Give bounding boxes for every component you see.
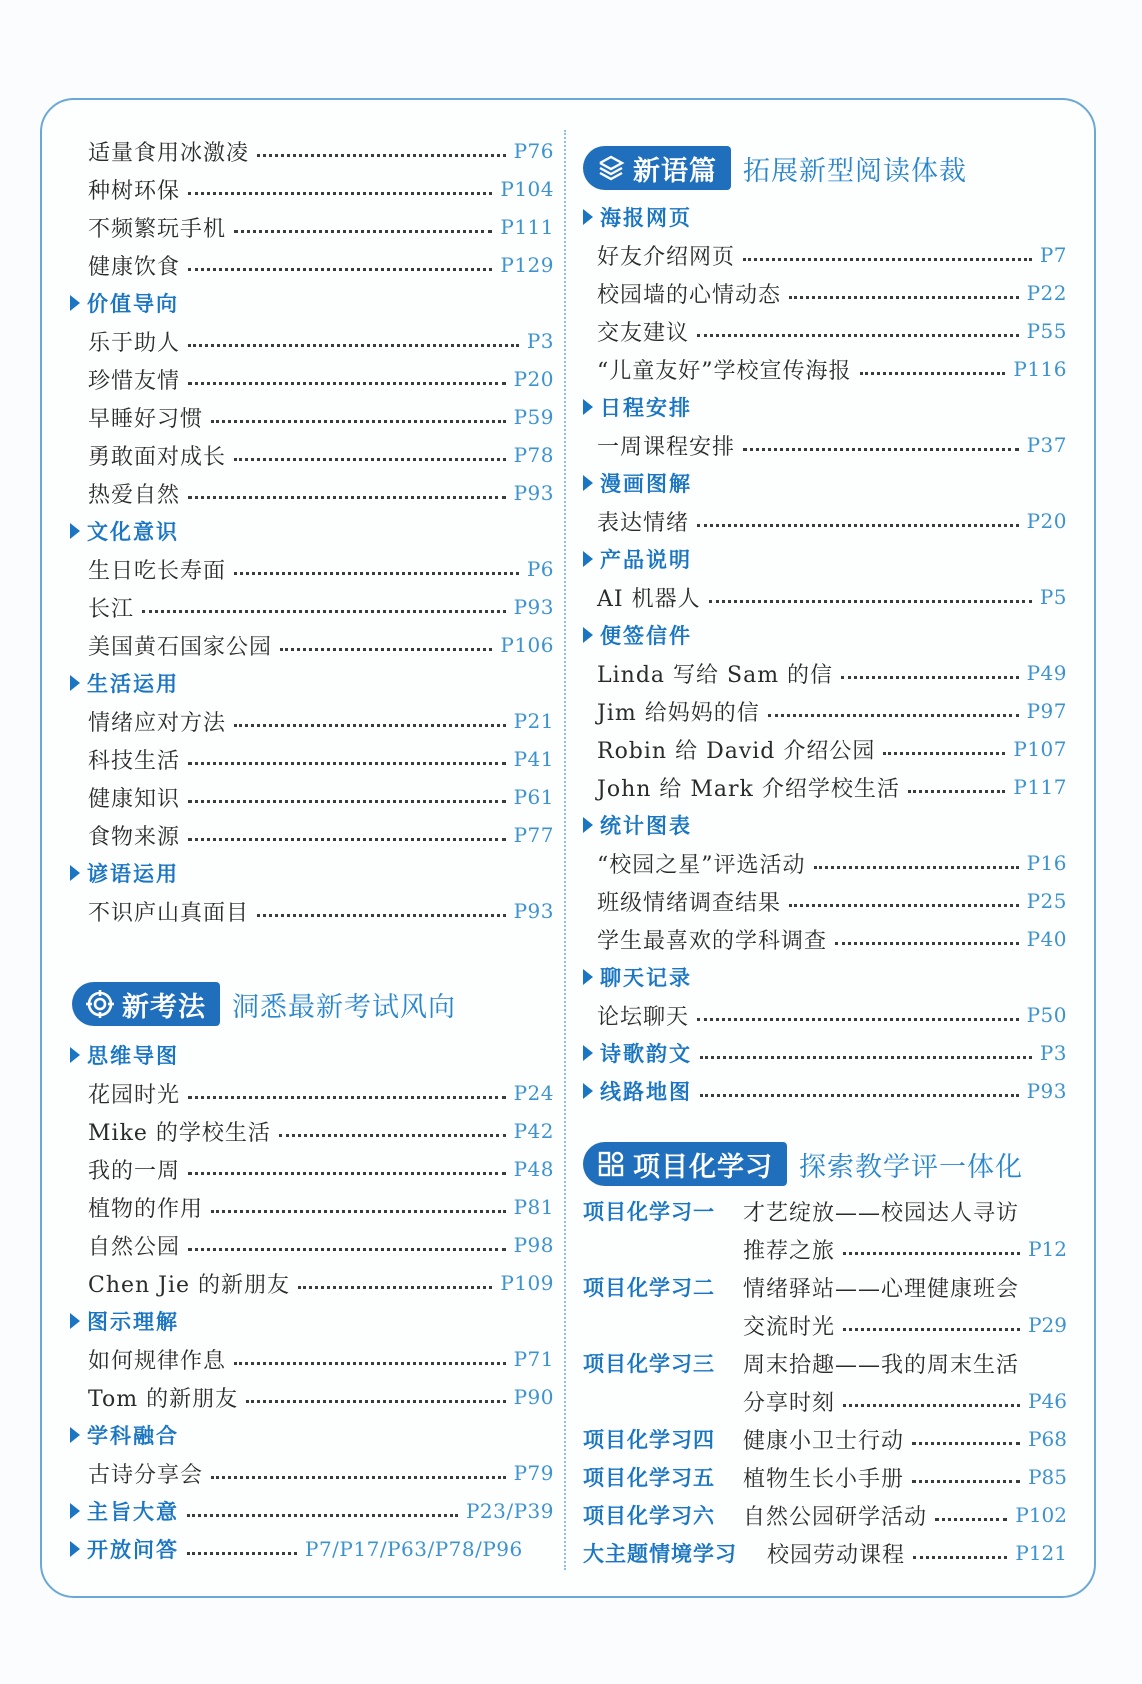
category-label: 思维导图 <box>87 1044 179 1068</box>
toc-entry[interactable] <box>597 768 1067 806</box>
leader-dots <box>234 230 492 233</box>
toc-entry[interactable] <box>597 882 1067 920</box>
leader-dots <box>843 1252 1020 1255</box>
banner-pill <box>583 146 731 190</box>
entry-page: P107 <box>1013 737 1067 761</box>
toc-entry[interactable] <box>88 398 554 436</box>
entry-page: P59 <box>513 405 554 429</box>
entry-title: 班级情绪调查结果 <box>597 890 782 916</box>
section-banner-xiangmu <box>583 1142 1023 1186</box>
entry-page: P5 <box>1039 585 1067 609</box>
project-subentry[interactable] <box>743 1230 1067 1268</box>
triangle-bullet-icon <box>70 523 80 539</box>
entry-page: P121 <box>1015 1541 1067 1565</box>
category-heading <box>583 198 692 236</box>
entry-page: P79 <box>513 1461 554 1485</box>
project-sub: 分享时刻 <box>743 1390 836 1416</box>
entry-page: P90 <box>513 1385 554 1409</box>
leader-dots <box>279 1134 506 1137</box>
entry-title: 热爱自然 <box>88 482 181 508</box>
entry-page: P12 <box>1028 1237 1067 1261</box>
project-subentry[interactable] <box>743 1306 1067 1344</box>
leader-dots <box>234 1362 506 1365</box>
leader-dots <box>188 762 506 765</box>
project-entry[interactable] <box>583 1192 1067 1230</box>
category-heading <box>583 540 692 578</box>
entry-page: P111 <box>500 215 554 239</box>
entry-title: 不识庐山真面目 <box>88 900 250 926</box>
entry-page: P93 <box>513 595 554 619</box>
triangle-bullet-icon <box>583 817 593 833</box>
project-label: 项目化学习五 <box>583 1466 715 1490</box>
toc-entry[interactable] <box>88 1454 554 1492</box>
toc-entry[interactable] <box>88 892 554 930</box>
entry-page: P3 <box>526 329 554 353</box>
category-heading <box>583 464 692 502</box>
category-heading <box>70 854 179 892</box>
leader-dots <box>709 600 1032 603</box>
banner-label: 项目化学习 <box>633 1151 773 1183</box>
triangle-bullet-icon <box>70 1047 80 1063</box>
category-label: 图示理解 <box>87 1310 179 1334</box>
category-heading <box>70 512 179 550</box>
triangle-bullet-icon <box>70 675 80 691</box>
entry-title: 自然公园 <box>88 1234 181 1260</box>
entry-title: 如何规律作息 <box>88 1348 227 1374</box>
toc-entry[interactable] <box>597 996 1067 1034</box>
entry-title: 一周课程安排 <box>597 434 736 460</box>
leader-dots <box>188 344 519 347</box>
toc-entry[interactable] <box>597 730 1067 768</box>
entry-page: P16 <box>1026 851 1067 875</box>
project-entry[interactable] <box>583 1534 1067 1572</box>
toc-category-entry[interactable] <box>70 1492 554 1530</box>
entry-page: P104 <box>500 177 554 201</box>
toc-entry[interactable] <box>88 436 554 474</box>
toc-category-entry[interactable] <box>583 1034 1067 1072</box>
toc-entry[interactable] <box>88 1074 554 1112</box>
toc-entry[interactable] <box>88 626 554 664</box>
project-title: 健康小卫士行动 <box>743 1428 905 1454</box>
project-title: 情绪驿站——心理健康班会 <box>743 1276 1020 1302</box>
leader-dots <box>188 1096 506 1099</box>
category-heading <box>70 664 179 702</box>
entry-title: 好友介绍网页 <box>597 244 736 270</box>
toc-entry[interactable] <box>88 360 554 398</box>
leader-dots <box>211 420 506 423</box>
toc-entry[interactable] <box>88 1112 554 1150</box>
category-label: 价值导向 <box>87 292 179 316</box>
entry-title: 古诗分享会 <box>88 1462 204 1488</box>
entry-page: P129 <box>500 253 554 277</box>
toc-entry[interactable] <box>597 236 1067 274</box>
leader-dots <box>913 1556 1007 1559</box>
entry-title: 情绪应对方法 <box>88 710 227 736</box>
leader-dots <box>835 942 1019 945</box>
toc-entry[interactable] <box>88 778 554 816</box>
leader-dots <box>935 1518 1007 1521</box>
toc-entry[interactable] <box>88 1226 554 1264</box>
entry-page: P109 <box>500 1271 554 1295</box>
target-icon <box>86 990 114 1018</box>
leader-dots <box>912 1442 1020 1445</box>
leader-dots <box>789 904 1019 907</box>
entry-page: P25 <box>1026 889 1067 913</box>
triangle-bullet-icon <box>70 1427 80 1443</box>
project-entry[interactable] <box>583 1420 1067 1458</box>
leader-dots <box>280 648 492 651</box>
entry-title: 食物来源 <box>88 824 181 850</box>
category-label: 谚语运用 <box>87 862 179 886</box>
entry-page: P78 <box>513 443 554 467</box>
section-banner-kaofa <box>72 982 456 1026</box>
leader-dots <box>142 610 506 613</box>
toc-entry[interactable] <box>597 920 1067 958</box>
category-label: 开放问答 <box>87 1538 179 1562</box>
toc-entry[interactable] <box>88 1378 554 1416</box>
entry-page: P7 <box>1039 243 1067 267</box>
category-label: 主旨大意 <box>87 1500 179 1524</box>
project-title: 才艺绽放——校园达人寻访 <box>743 1200 1020 1226</box>
leader-dots <box>841 676 1019 679</box>
leader-dots <box>843 1404 1020 1407</box>
entry-page: P55 <box>1026 319 1067 343</box>
entry-page: P97 <box>1026 699 1067 723</box>
entry-title: 生日吃长寿面 <box>88 558 227 584</box>
toc-entry[interactable] <box>88 246 554 284</box>
leader-dots <box>883 752 1005 755</box>
entry-page: P106 <box>500 633 554 657</box>
leader-dots <box>188 1172 506 1175</box>
entry-title: 我的一周 <box>88 1158 181 1184</box>
entry-title: 美国黄石国家公园 <box>88 634 273 660</box>
entry-title: 种树环保 <box>88 178 181 204</box>
toc-category-entry[interactable] <box>70 1530 554 1568</box>
project-entry[interactable] <box>583 1344 1067 1382</box>
project-entry[interactable] <box>583 1268 1067 1306</box>
banner-subtitle: 探索教学评一体化 <box>799 1151 1023 1183</box>
column-divider <box>564 130 566 1570</box>
leader-dots <box>843 1328 1020 1331</box>
toc-entry[interactable] <box>597 692 1067 730</box>
triangle-bullet-icon <box>583 1083 593 1099</box>
toc-entry[interactable] <box>88 132 554 170</box>
banner-label: 新语篇 <box>633 155 717 187</box>
leader-dots <box>234 572 519 575</box>
leader-dots <box>697 524 1019 527</box>
entry-title: 勇敢面对成长 <box>88 444 227 470</box>
leader-dots <box>789 296 1019 299</box>
category-label: 生活运用 <box>87 672 179 696</box>
leader-dots <box>188 1248 506 1251</box>
category-label: 日程安排 <box>600 396 692 420</box>
leader-dots <box>187 1514 458 1517</box>
entry-page: P7/P17/P63/P78/P96 <box>305 1537 523 1561</box>
toc-entry[interactable] <box>88 1150 554 1188</box>
leader-dots <box>743 258 1032 261</box>
entry-page: P46 <box>1028 1389 1067 1413</box>
leader-dots <box>188 382 506 385</box>
entry-page: P49 <box>1026 661 1067 685</box>
toc-entry[interactable] <box>88 1264 554 1302</box>
project-title: 周末拾趣——我的周末生活 <box>743 1352 1020 1378</box>
project-label: 项目化学习三 <box>583 1352 715 1376</box>
toc-entry[interactable] <box>597 844 1067 882</box>
leader-dots <box>188 838 506 841</box>
category-label: 诗歌韵文 <box>600 1042 692 1066</box>
leader-dots <box>697 1018 1019 1021</box>
entry-page: P93 <box>1026 1079 1067 1103</box>
toc-entry[interactable] <box>88 208 554 246</box>
banner-subtitle: 洞悉最新考试风向 <box>232 991 456 1023</box>
leader-dots <box>700 1056 1032 1059</box>
entry-page: P24 <box>513 1081 554 1105</box>
entry-title: 论坛聊天 <box>597 1004 690 1030</box>
entry-page: P61 <box>513 785 554 809</box>
category-heading <box>70 1302 179 1340</box>
entry-page: P98 <box>513 1233 554 1257</box>
toc-entry[interactable] <box>88 474 554 512</box>
triangle-bullet-icon <box>583 475 593 491</box>
triangle-bullet-icon <box>70 1503 80 1519</box>
leader-dots <box>257 914 506 917</box>
category-heading <box>70 1416 179 1454</box>
entry-page: P22 <box>1026 281 1067 305</box>
leader-dots <box>768 714 1019 717</box>
entry-title: 校园墙的心情动态 <box>597 282 782 308</box>
leader-dots <box>211 1210 506 1213</box>
toc-entry[interactable] <box>597 274 1067 312</box>
category-label: 聊天记录 <box>600 966 692 990</box>
leader-dots <box>188 192 492 195</box>
toc-entry[interactable] <box>88 588 554 626</box>
entry-page: P29 <box>1028 1313 1067 1337</box>
entry-page: P76 <box>513 139 554 163</box>
leader-dots <box>257 154 506 157</box>
section-banner-yupian <box>583 146 967 190</box>
project-subentry[interactable] <box>743 1382 1067 1420</box>
leader-dots <box>912 1480 1020 1483</box>
entry-page: P20 <box>1026 509 1067 533</box>
entry-title: Robin 给 David 介绍公园 <box>597 738 876 764</box>
category-label: 产品说明 <box>600 548 692 572</box>
entry-page: P116 <box>1013 357 1067 381</box>
grid-icon <box>597 1150 625 1178</box>
entry-page: P21 <box>513 709 554 733</box>
entry-page: P68 <box>1028 1427 1067 1451</box>
entry-page: P77 <box>513 823 554 847</box>
category-heading <box>583 958 692 996</box>
triangle-bullet-icon <box>583 969 593 985</box>
entry-page: P50 <box>1026 1003 1067 1027</box>
entry-title: 珍惜友情 <box>88 368 181 394</box>
entry-title: AI 机器人 <box>597 586 701 612</box>
banner-label: 新考法 <box>122 991 206 1023</box>
project-title: 自然公园研学活动 <box>743 1504 928 1530</box>
entry-title: John 给 Mark 介绍学校生活 <box>597 776 900 802</box>
toc-entry[interactable] <box>597 654 1067 692</box>
layers-icon <box>597 154 625 182</box>
entry-page: P48 <box>513 1157 554 1181</box>
toc-entry[interactable] <box>88 702 554 740</box>
entry-page: P3 <box>1039 1041 1067 1065</box>
entry-title: 表达情绪 <box>597 510 690 536</box>
entry-title: 长江 <box>88 596 135 622</box>
project-entry[interactable] <box>583 1458 1067 1496</box>
banner-pill <box>583 1142 787 1186</box>
triangle-bullet-icon <box>70 1541 80 1557</box>
category-label: 线路地图 <box>600 1080 692 1104</box>
entry-title: 花园时光 <box>88 1082 181 1108</box>
entry-page: P37 <box>1026 433 1067 457</box>
entry-page: P93 <box>513 899 554 923</box>
entry-title: Tom 的新朋友 <box>88 1386 239 1412</box>
entry-title: 学生最喜欢的学科调查 <box>597 928 828 954</box>
triangle-bullet-icon <box>70 295 80 311</box>
entry-title: 科技生活 <box>88 748 181 774</box>
leader-dots <box>743 448 1019 451</box>
leader-dots <box>188 268 492 271</box>
entry-page: P117 <box>1013 775 1067 799</box>
triangle-bullet-icon <box>70 865 80 881</box>
category-label: 漫画图解 <box>600 472 692 496</box>
leader-dots <box>700 1094 1019 1097</box>
triangle-bullet-icon <box>583 399 593 415</box>
leader-dots <box>246 1400 506 1403</box>
leader-dots <box>697 334 1019 337</box>
entry-page: P42 <box>513 1119 554 1143</box>
entry-title: 交友建议 <box>597 320 690 346</box>
leader-dots <box>188 800 506 803</box>
category-heading <box>70 284 179 322</box>
entry-title: 乐于助人 <box>88 330 181 356</box>
leader-dots <box>234 724 506 727</box>
entry-title: “儿童友好”学校宣传海报 <box>597 358 852 384</box>
category-heading <box>583 616 692 654</box>
entry-page: P102 <box>1015 1503 1067 1527</box>
triangle-bullet-icon <box>583 627 593 643</box>
leader-dots <box>814 866 1019 869</box>
category-label: 统计图表 <box>600 814 692 838</box>
entry-title: 早睡好习惯 <box>88 406 204 432</box>
entry-page: P6 <box>526 557 554 581</box>
toc-entry[interactable] <box>88 816 554 854</box>
entry-title: Jim 给妈妈的信 <box>597 700 760 726</box>
project-title: 校园劳动课程 <box>767 1542 906 1568</box>
entry-page: P23/P39 <box>465 1499 554 1523</box>
entry-page: P85 <box>1028 1465 1067 1489</box>
toc-entry[interactable] <box>597 350 1067 388</box>
entry-page: P40 <box>1026 927 1067 951</box>
leader-dots <box>211 1476 506 1479</box>
project-label: 项目化学习一 <box>583 1200 715 1224</box>
entry-title: Linda 写给 Sam 的信 <box>597 662 834 688</box>
entry-title: 健康饮食 <box>88 254 181 280</box>
leader-dots <box>234 458 506 461</box>
triangle-bullet-icon <box>583 209 593 225</box>
toc-entry[interactable] <box>597 426 1067 464</box>
entry-page: P20 <box>513 367 554 391</box>
toc-entry[interactable] <box>88 170 554 208</box>
category-label: 学科融合 <box>87 1424 179 1448</box>
category-label: 文化意识 <box>87 520 179 544</box>
banner-pill <box>72 982 220 1026</box>
toc-entry[interactable] <box>597 502 1067 540</box>
project-label: 项目化学习四 <box>583 1428 715 1452</box>
category-heading <box>70 1036 179 1074</box>
entry-title: “校园之星”评选活动 <box>597 852 806 878</box>
entry-title: 适量食用冰激凌 <box>88 140 250 166</box>
entry-title: 健康知识 <box>88 786 181 812</box>
leader-dots <box>298 1286 492 1289</box>
toc-entry[interactable] <box>597 578 1067 616</box>
category-heading <box>583 806 692 844</box>
category-heading <box>583 388 692 426</box>
triangle-bullet-icon <box>583 551 593 567</box>
entry-title: Mike 的学校生活 <box>88 1120 271 1146</box>
category-label: 便签信件 <box>600 624 692 648</box>
toc-entry[interactable] <box>88 1188 554 1226</box>
project-sub: 推荐之旅 <box>743 1238 836 1264</box>
entry-title: Chen Jie 的新朋友 <box>88 1272 291 1298</box>
toc-entry[interactable] <box>88 322 554 360</box>
project-sub: 交流时光 <box>743 1314 836 1340</box>
entry-page: P41 <box>513 747 554 771</box>
category-label: 海报网页 <box>600 206 692 230</box>
entry-page: P81 <box>513 1195 554 1219</box>
project-title: 植物生长小手册 <box>743 1466 905 1492</box>
project-label: 大主题情境学习 <box>583 1542 737 1566</box>
leader-dots <box>187 1552 297 1555</box>
project-label: 项目化学习六 <box>583 1504 715 1528</box>
triangle-bullet-icon <box>583 1045 593 1061</box>
toc-entry[interactable] <box>88 550 554 588</box>
toc-entry[interactable] <box>88 740 554 778</box>
toc-entry[interactable] <box>597 312 1067 350</box>
toc-category-entry[interactable] <box>583 1072 1067 1110</box>
entry-title: 不频繁玩手机 <box>88 216 227 242</box>
leader-dots <box>908 790 1005 793</box>
banner-subtitle: 拓展新型阅读体裁 <box>743 155 967 187</box>
entry-page: P93 <box>513 481 554 505</box>
project-entry[interactable] <box>583 1496 1067 1534</box>
triangle-bullet-icon <box>70 1313 80 1329</box>
project-label: 项目化学习二 <box>583 1276 715 1300</box>
entry-title: 植物的作用 <box>88 1196 204 1222</box>
entry-page: P71 <box>513 1347 554 1371</box>
toc-entry[interactable] <box>88 1340 554 1378</box>
leader-dots <box>860 372 1006 375</box>
leader-dots <box>188 496 506 499</box>
